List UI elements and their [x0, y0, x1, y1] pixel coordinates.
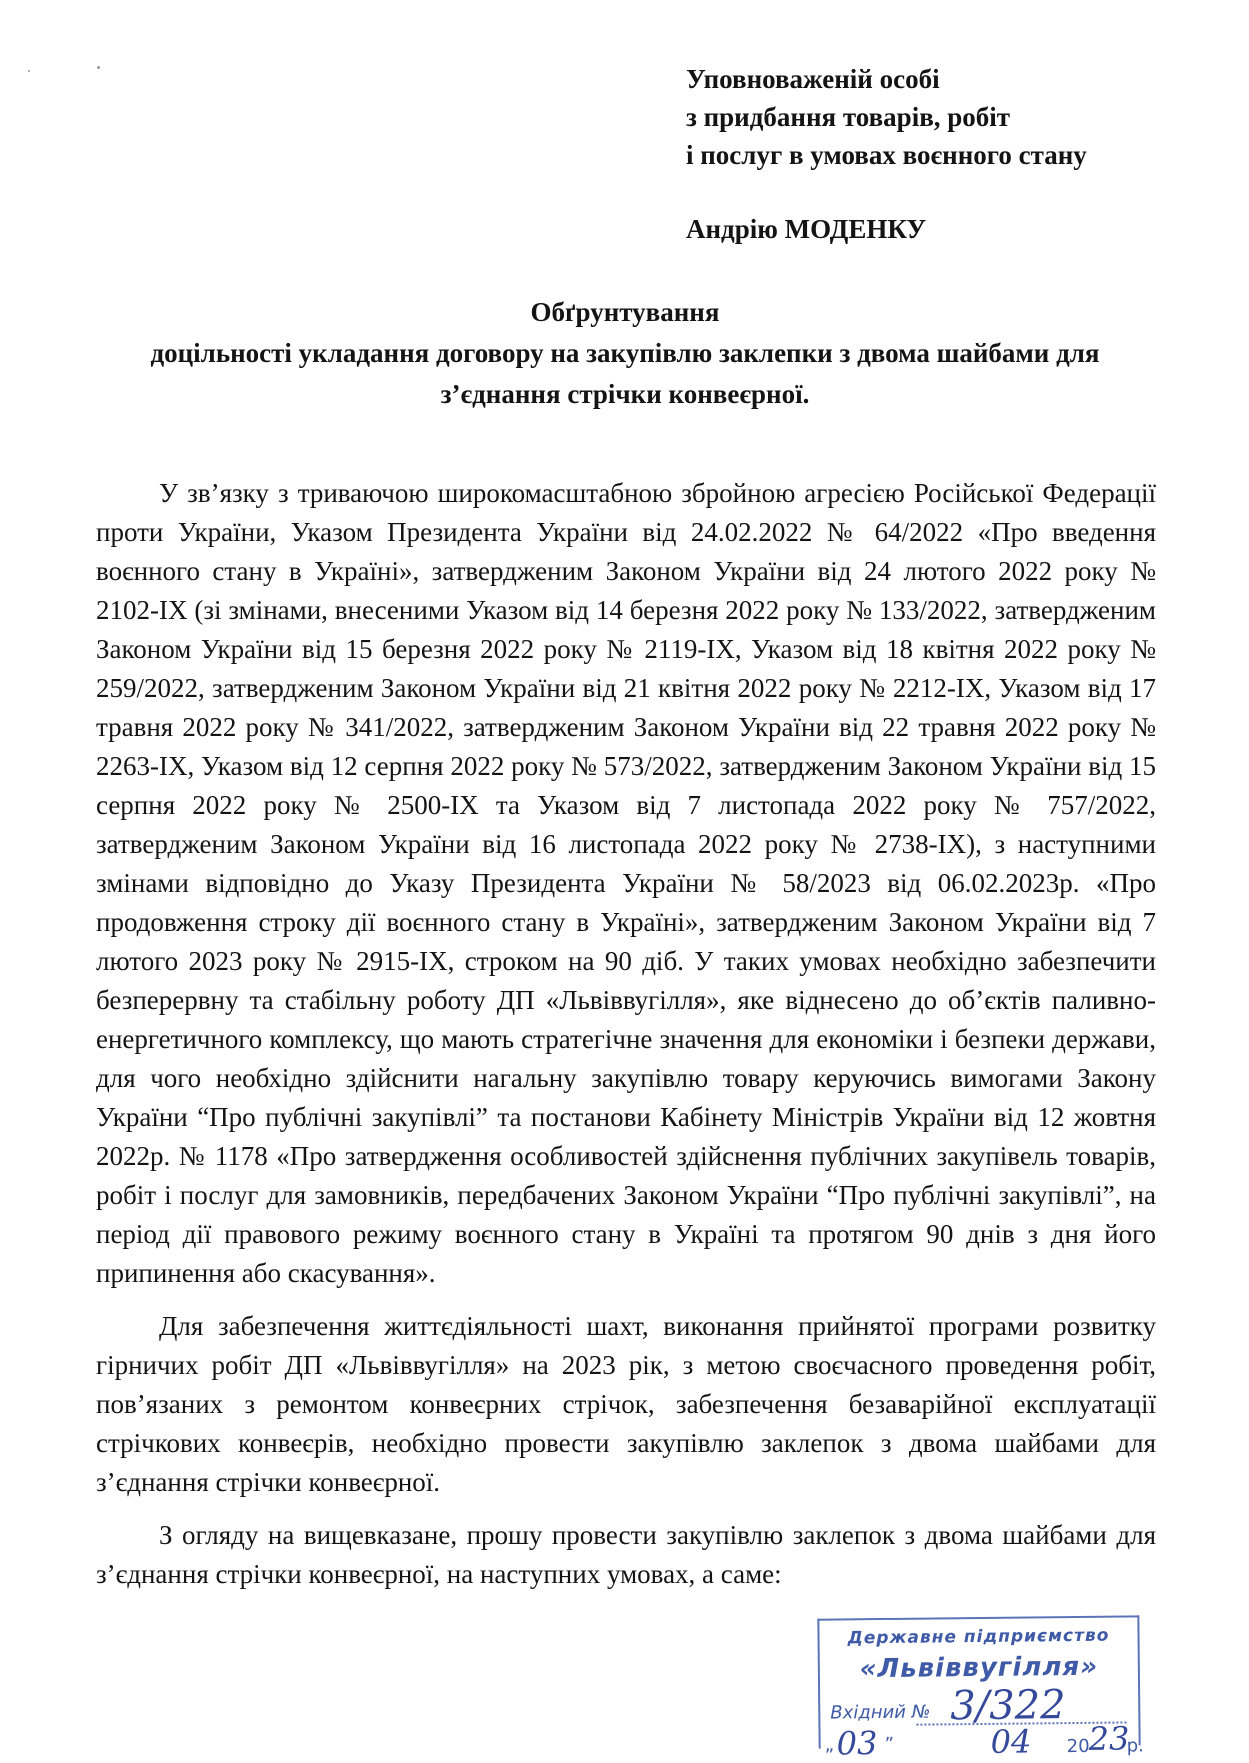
- addressee-name: Андрію МОДЕНКУ: [686, 214, 927, 244]
- body-paragraph: У зв’язку з триваючою широкомасштабною збройною агресією Російської Федерації проти України, Указом Президента України від 24.02.2022 № 64/2022 «Про введення воєнного стану в Україні», затвердженим Законом України від 24 лютого 2022 року № 2102-IX (зі змінами, внесеними Указом від 14 березня 2022 року № 133/2022, затвердженим Законом України від 15 березня 2022 року № 2119-IX, Указом від 18 квітня 2022 року № 259/2022, затвердженим Законом України від 21 квітня 2022 року № 2212-IX, Указом від 17 травня 2022 року № 341/2022, затвердженим Законом України від 22 травня 2022 року № 2263-IX, Указом від 12 серпня 2022 року № 573/2022, затвердженим Законом України від 15 серпня 2022 року № 2500-IX та Указом від 7 листопада 2022 року № 757/2022, затвердженим Законом України від 16 листопада 2022 року № 2738-IX), з наступними змінами відповідно до Указу Президента України № 58/2023 від 06.02.2023р. «Про продовження строку дії воєнного стану в Україні», затвердженим Законом України від 7 лютого 2023 року № 2915-IX, строком на 90 діб. У таких умовах необхідно забезпечити безперервну та стабільну роботу ДП «Львіввугілля», яке віднесено до об’єктів паливно-енергетичного комплексу, що мають стратегічне значення для економіки і безпеки держави, для чого необхідно здійснити нагальну закупівлю товару керуючись вимогами Закону України “Про публічні закупівлі” та постанови Кабінету Міністрів України від 12 жовтня 2022р. № 1178 «Про затвердження особливостей здійснення публічних закупівель товарів, робіт і послуг для замовників, передбачених Законом України “Про публічні закупівлі”, на період дії правового режиму воєнного стану в Україні та протягом 90 днів з дня його припинення або скасування».: [96, 478, 1156, 1288]
- stamp-quote-close: ”: [884, 1733, 895, 1755]
- stamp-year: 23: [1088, 1719, 1130, 1758]
- stamp-reg-label: Вхідний №: [830, 1701, 931, 1724]
- stamp-org-type: Державне підприємство: [847, 1625, 1110, 1649]
- document-title: Обґрунтування: [530, 297, 720, 327]
- stamp-year-unit: р.: [1126, 1735, 1144, 1757]
- stamp-month: 04: [990, 1722, 1032, 1761]
- addressee-block: [686, 60, 1087, 248]
- stamp-quote-open: „: [824, 1734, 835, 1756]
- document-heading: [60, 292, 1190, 415]
- addressee-line: з придбання товарів, робіт: [686, 102, 1011, 132]
- body-paragraph: З огляду на вищевказане, прошу провести закупівлю заклепок з двома шайбами для з’єднання стрічки конвеєрної, на наступних умовах, а саме:: [96, 1520, 1156, 1589]
- scan-speck: [28, 70, 30, 72]
- stamp-org-name: «Львіввугілля»: [859, 1651, 1099, 1685]
- stamp-day: 03: [836, 1724, 878, 1763]
- stamp-reg-number: 3/322: [950, 1682, 1066, 1730]
- document-body: [96, 474, 1156, 1594]
- scan-speck: [97, 66, 100, 69]
- document-subtitle: доцільності укладання договору на закупівлю заклепки з двома шайбами для: [150, 338, 1100, 368]
- registration-stamp: [817, 1615, 1144, 1763]
- stamp-year-prefix: 20: [1066, 1735, 1090, 1758]
- body-paragraph: Для забезпечення життєдіяльності шахт, виконання прийнятої програми розвитку гірничих робіт ДП «Львіввугілля» на 2023 рік, з метою своєчасного проведення робіт, пов’язаних з ремонтом конвеєрних стрічок, забезпечення безаварійної експлуатації стрічкових конвеєрів, необхідно провести закупівлю заклепок з двома шайбами для з’єднання стрічки конвеєрної.: [96, 1311, 1156, 1497]
- addressee-line: Уповноваженій особі: [686, 64, 940, 94]
- document-subtitle: з’єднання стрічки конвеєрної.: [440, 379, 810, 409]
- addressee-line: і послуг в умовах воєнного стану: [686, 140, 1087, 170]
